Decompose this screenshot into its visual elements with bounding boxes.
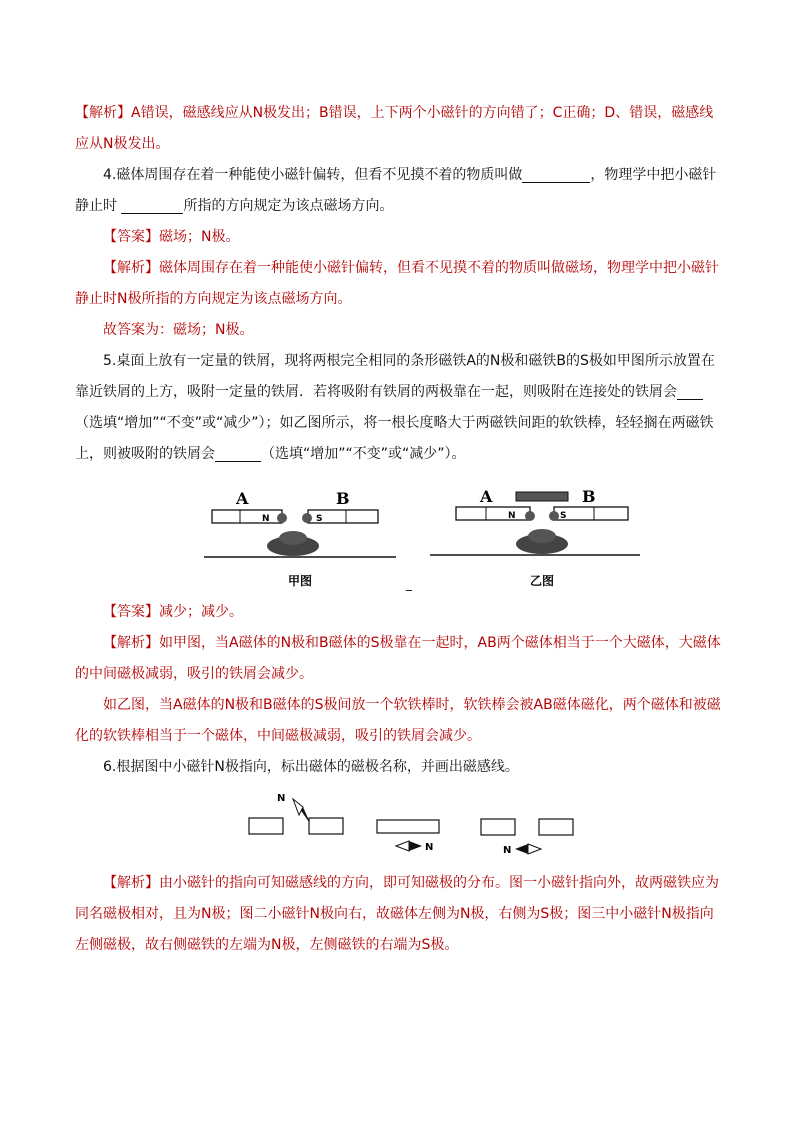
analysis-tag: 【解析】 bbox=[75, 105, 131, 121]
q5-analysis bbox=[75, 628, 725, 690]
q3-analysis bbox=[75, 98, 725, 160]
magnet-a-label: A bbox=[480, 487, 493, 506]
magnets-iron-filings-figure bbox=[200, 480, 660, 592]
magnet-a bbox=[456, 507, 530, 521]
caption-left: 甲图 bbox=[288, 574, 313, 588]
pole-s-label: S bbox=[560, 511, 567, 521]
soft-iron-bar bbox=[516, 492, 568, 501]
magnet-a bbox=[212, 510, 282, 524]
q4-answer bbox=[75, 222, 725, 253]
compass-needle bbox=[293, 799, 311, 825]
compass-n-label: N bbox=[503, 845, 512, 856]
pole-n-label: N bbox=[262, 514, 270, 524]
compass-needle bbox=[515, 844, 541, 854]
pole-n-label: N bbox=[508, 511, 516, 521]
stem-part: ，物理学中把小磁针静止时 bbox=[75, 167, 717, 214]
compass-magnets-figure bbox=[245, 785, 585, 860]
answer-blank bbox=[522, 166, 590, 183]
analysis-tag: 【解析】 bbox=[103, 875, 159, 891]
analysis-tag: 【解析】 bbox=[103, 260, 159, 276]
answer-text: 减少；减少。 bbox=[159, 604, 243, 620]
magnet-b-label: B bbox=[582, 487, 596, 506]
compass-needle bbox=[396, 841, 422, 851]
q5-answer bbox=[75, 597, 725, 628]
magnet-bar bbox=[539, 819, 573, 835]
analysis-tag: 【解析】 bbox=[103, 635, 159, 651]
pole-s-label: S bbox=[316, 514, 323, 524]
stem-part: 5.桌面上放有一定量的铁屑，现将两根完全相同的条形磁铁A的N极和磁铁B的S极如甲图所示放置在靠近铁屑的上方，吸附一定量的铁屑．若将吸附有铁屑的两极靠在一起，则吸附在连接处的铁屑会 bbox=[75, 353, 715, 400]
magnet-b bbox=[308, 510, 378, 524]
q5-analysis-2 bbox=[75, 690, 725, 752]
answer-blank bbox=[677, 383, 703, 400]
analysis-text: 如甲图，当A磁体的N极和B磁体的S极靠在一起时，AB两个磁体相当于一个大磁体，大磁体的中间磁极减弱，吸引的铁屑会减少。 bbox=[75, 635, 721, 682]
answer-blank bbox=[215, 445, 261, 462]
answer-tag: 【答案】 bbox=[103, 229, 159, 245]
magnet-bar bbox=[377, 820, 439, 833]
magnet-bar bbox=[309, 818, 343, 834]
stem-part: （选填“增加”“不变”或“减少”）。 bbox=[261, 446, 466, 462]
stem-text: 6.根据图中小磁针N极指向，标出磁体的磁极名称，并画出磁感线。 bbox=[103, 759, 519, 775]
q6-stem bbox=[75, 752, 725, 783]
analysis-text: 如乙图，当A磁体的N极和B磁体的S极间放一个软铁棒时，软铁棒会被AB磁体磁化，两个磁体和被磁化的软铁棒相当于一个磁体，中间磁极减弱，吸引的铁屑会减少。 bbox=[75, 697, 721, 744]
stem-part: 4.磁体周围存在着一种能使小磁针偏转，但看不见摸不着的物质叫做 bbox=[103, 167, 523, 183]
q4-stem bbox=[75, 160, 725, 222]
q6-analysis bbox=[75, 868, 725, 961]
analysis-text: 由小磁针的指向可知磁感线的方向，即可知磁极的分布。图一小磁针指向外，故两磁铁应为同名磁极相对，且为N极；图二小磁针N极向右，故磁体左侧为N极，右侧为S极；图三中小磁针N极指向左侧磁极，故右侧磁铁的左端为N极，左侧磁铁的右端为S极。 bbox=[75, 875, 719, 953]
stem-part: （选填“增加”“不变”或“减少”）；如乙图所示，将一根长度略大于两磁铁间距的软铁棒，轻轻搁在两磁铁上，则被吸附的铁屑会 bbox=[75, 415, 714, 462]
q4-analysis bbox=[75, 253, 725, 315]
stem-part: 所指的方向规定为该点磁场方向。 bbox=[183, 198, 394, 214]
analysis-text: A错误，磁感线应从N极发出；B错误，上下两个小磁针的方向错了；C正确；D、错误，磁感线应从N极发出。 bbox=[75, 105, 714, 152]
answer-blank bbox=[121, 197, 183, 214]
caption-right: 乙图 bbox=[530, 574, 555, 588]
answer-tag: 【答案】 bbox=[103, 604, 159, 620]
magnet-bar bbox=[481, 819, 515, 835]
conclusion-text: 故答案为：磁场；N极。 bbox=[103, 322, 254, 338]
q4-conclusion bbox=[75, 315, 725, 346]
compass-n-label: N bbox=[425, 842, 434, 853]
answer-text: 磁场；N极。 bbox=[159, 229, 240, 245]
magnet-a-label: A bbox=[236, 489, 249, 508]
q5-stem bbox=[75, 346, 725, 470]
compass-n-label: N bbox=[277, 793, 286, 804]
analysis-text: 磁体周围存在着一种能使小磁针偏转，但看不见摸不着的物质叫做磁场，物理学中把小磁针静止时N极所指的方向规定为该点磁场方向。 bbox=[75, 260, 719, 307]
magnet-b-label: B bbox=[336, 489, 350, 508]
magnet-b bbox=[554, 507, 628, 521]
magnet-bar bbox=[249, 818, 283, 834]
caption-dash: _ bbox=[406, 577, 412, 591]
